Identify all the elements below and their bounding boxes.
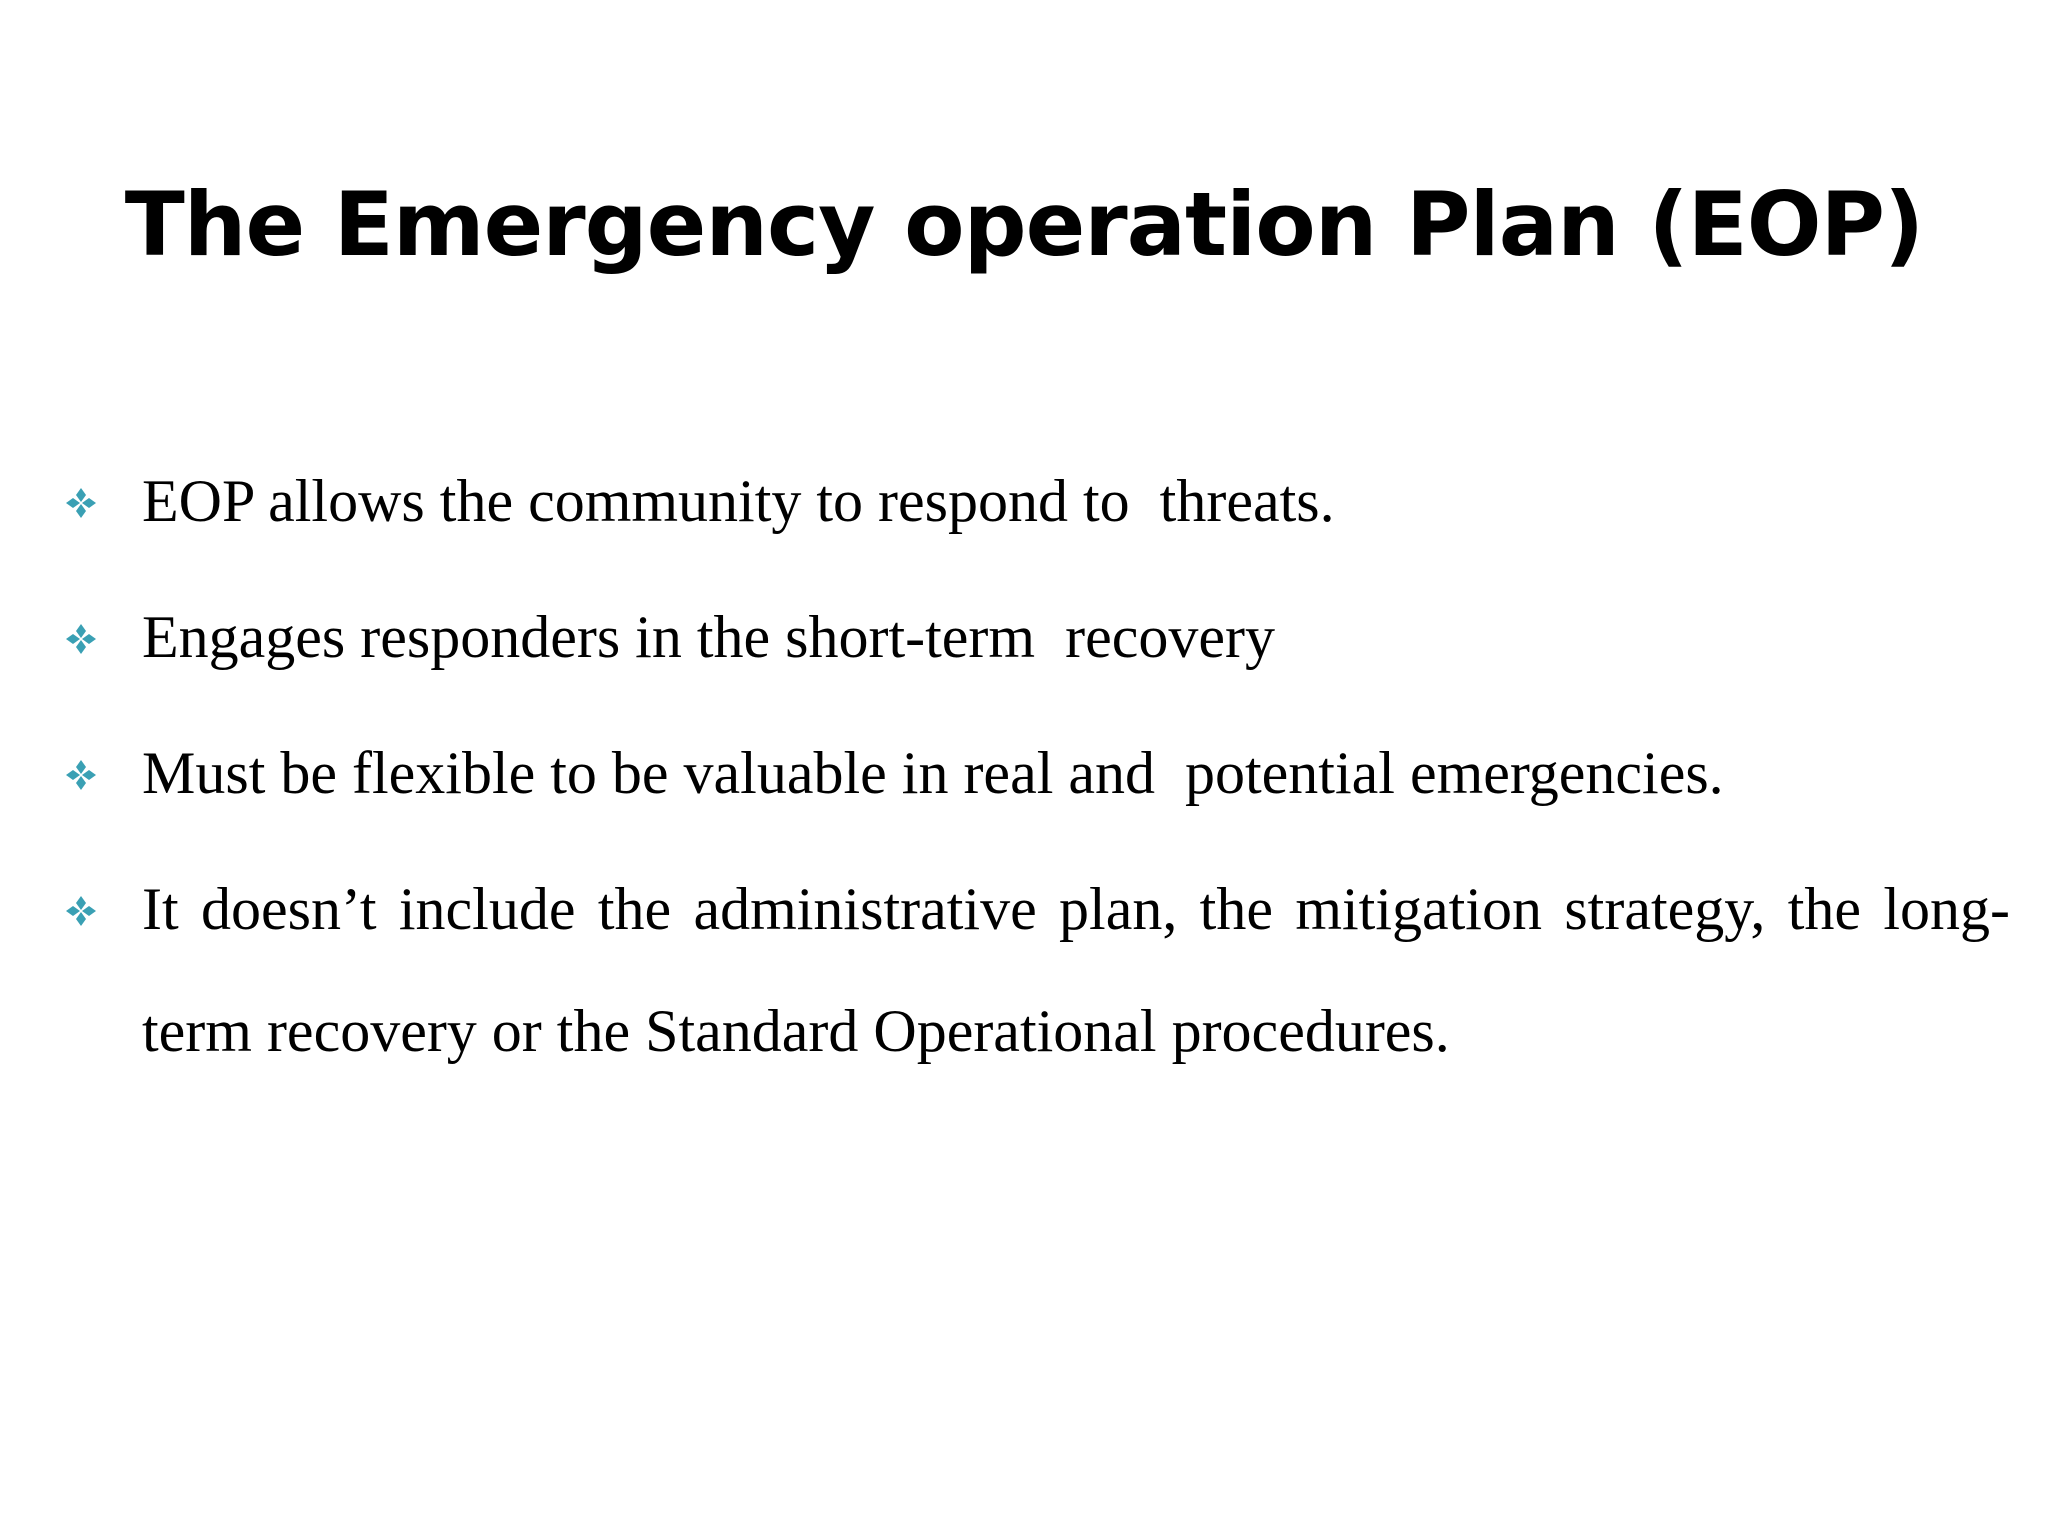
- bullet-item: [60, 576, 2010, 698]
- bullet-item: [60, 440, 2010, 562]
- bullet-text: EOP allows the community to respond to threats.: [142, 468, 1335, 534]
- bullet-list: [60, 440, 2010, 1106]
- bullet-text: Engages responders in the short-term recovery: [142, 604, 1275, 670]
- slide-title: The Emergency operation Plan (EOP): [124, 173, 1924, 276]
- four-diamond-bullet-icon: [64, 622, 98, 656]
- bullet-text: Must be flexible to be valuable in real and potential emergencies.: [142, 740, 1724, 806]
- bullet-item: [60, 848, 2010, 1092]
- four-diamond-bullet-icon: [64, 486, 98, 520]
- bullet-text: It doesn’t include the administrative plan, the mitigation strategy, the long-term recovery or the Standard Operational procedures.: [142, 876, 2010, 1064]
- four-diamond-bullet-icon: [64, 758, 98, 792]
- bullet-item: [60, 712, 2010, 834]
- four-diamond-bullet-icon: [64, 894, 98, 928]
